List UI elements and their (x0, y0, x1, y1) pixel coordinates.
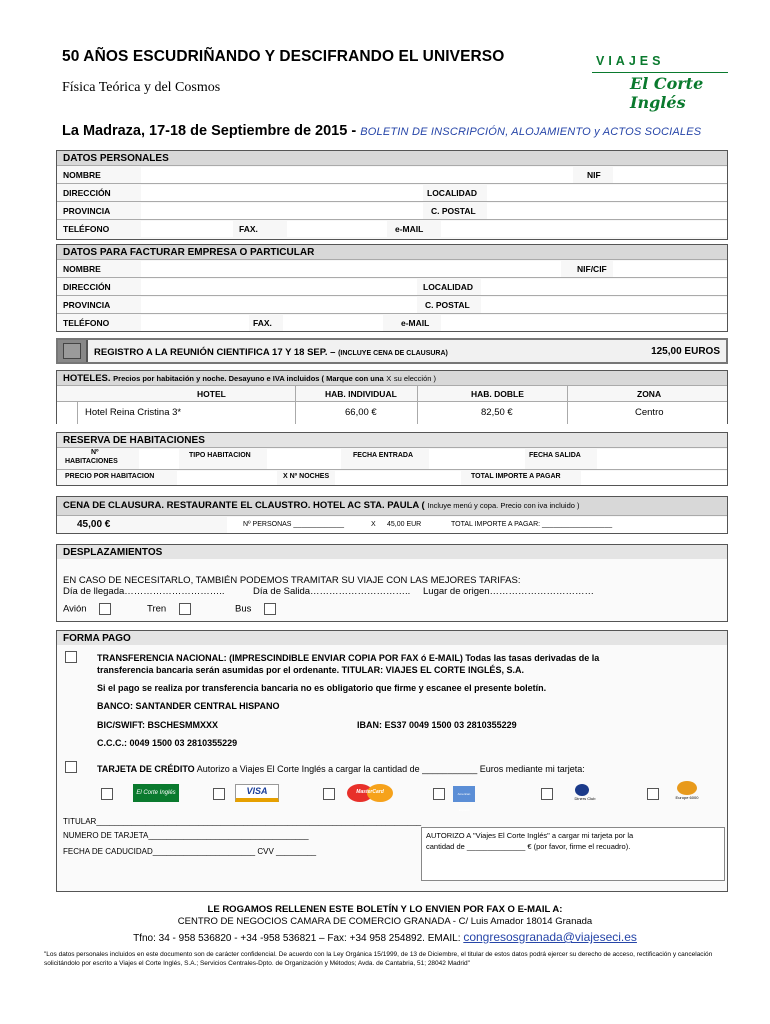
dinner-price: 45,00 € (77, 519, 111, 530)
registration-note: (INCLUYE CENA DE CLAUSURA) (338, 350, 448, 357)
dinner-note: Incluye menú y copa. Precio con iva incluido ) (427, 501, 580, 510)
card-amount-text: Autorizo a Viajes El Corte Inglés a cargar la cantidad de ___________ Euros mediante mi tarjeta: (196, 764, 585, 774)
footer-contact: Tfno: 34 - 958 536820 - +34 -958 536821 – Fax: +34 958 254892. EMAIL: (133, 933, 461, 944)
card-number-field[interactable]: NUMERO DE TARJETA____________________________________ (63, 831, 309, 840)
bank-name: BANCO: SANTANDER CENTRAL HISPANO (97, 701, 280, 711)
dinner-total-field[interactable]: TOTAL IMPORTE A PAGAR: __________________ (451, 521, 613, 528)
hotel-individual-price[interactable]: 66,00 € (345, 407, 377, 418)
diners-checkbox[interactable] (541, 788, 553, 800)
dinner-persons-field[interactable]: Nº PERSONAS _____________ (243, 521, 345, 528)
authorize-line-1: AUTORIZO A "Viajes El Corte Inglés" a cargar mi tarjeta por la (426, 831, 634, 840)
billing-provincia-field[interactable] (141, 297, 417, 313)
form-subtitle: Física Teórica y del Cosmos (62, 80, 221, 95)
travel-section (56, 544, 728, 622)
label-provincia: PROVINCIA (63, 206, 111, 216)
label-telefono: TELÉFONO (63, 224, 110, 234)
transfer-line-1: TRANSFERENCIA NACIONAL: (IMPRESCINDIBLE ENVIAR COPIA POR FAX ó E-MAIL) Todas las tasas derivadas de la (97, 653, 600, 663)
label-provincia: PROVINCIA (63, 300, 111, 310)
n-habitaciones-field[interactable] (139, 449, 179, 469)
hotels-note: Precios por habitación y noche. Desayuno e IVA incluidos ( Marque con una (113, 374, 384, 383)
label-bus: Bus (235, 603, 252, 615)
transfer-checkbox[interactable] (65, 651, 77, 663)
telefono-field[interactable] (141, 221, 233, 237)
billing-fax-field[interactable] (283, 315, 383, 331)
label-localidad: LOCALIDAD (423, 282, 474, 292)
hotels-heading: HOTELES. (63, 373, 111, 384)
label-email: e-MAIL (395, 224, 424, 234)
card-checkbox[interactable] (65, 761, 77, 773)
label-n-habitaciones: HABITACIONES (65, 458, 118, 465)
precio-habitacion-field[interactable] (177, 471, 277, 485)
col-individual: HAB. INDIVIDUAL (325, 389, 397, 399)
billing-localidad-field[interactable] (481, 279, 727, 295)
label-nombre: NOMBRE (63, 264, 101, 274)
label-noches: X Nº NOCHES (283, 473, 330, 480)
nombre-field[interactable] (141, 167, 573, 183)
titular-field[interactable]: TITULAR_________________________________________________________________________ (63, 817, 422, 826)
event-line: La Madraza, 17-18 de Septiembre de 2015 - BOLETIN DE INSCRIPCIÓN, ALOJAMIENTO y ACTOS SOCIALES (62, 123, 702, 139)
event-place: La Madraza, 17-18 de Septiembre de 2015 (62, 123, 348, 139)
label-localidad: LOCALIDAD (427, 188, 478, 198)
label-tipo-habitacion: TIPO HABITACION (189, 452, 251, 459)
footer-address: CENTRO DE NEGOCIOS CAMARA DE COMERCIO GRANADA - C/ Luis Amador 18014 Granada (177, 916, 593, 927)
hotel-double-price[interactable]: 82,50 € (481, 407, 513, 418)
billing-data-section (56, 244, 728, 332)
tren-checkbox[interactable] (179, 603, 191, 615)
billing-cpostal-field[interactable] (481, 297, 727, 313)
section-heading: DATOS PARA FACTURAR EMPRESA O PARTICULAR (57, 245, 727, 259)
logo-eci: El Corte Inglés (630, 74, 704, 112)
email-field[interactable] (441, 221, 727, 237)
label-fax: FAX. (239, 224, 258, 234)
signature-box[interactable] (421, 827, 725, 881)
closing-dinner-section: CENA DE CLAUSURA. RESTAURANTE EL CLAUSTRO. HOTEL AC STA. PAULA ( Incluye menú y copa. Precio con iva incluido ) 45,00 € Nº PERSONAS _____________ X 45,00 EUR TOTAL IMPORTE A PAGAR: __________________ (56, 496, 728, 534)
registration-price: 125,00 EUROS (651, 346, 720, 357)
transfer-line-2: transferencia bancaria serán asumidas por el ordenante. TITULAR: VIAJES EL CORTE INGLÉS, S.A. (97, 665, 524, 675)
hotel-name: Hotel Reina Cristina 3* (85, 407, 182, 418)
label-total-importe: TOTAL IMPORTE A PAGAR (471, 473, 561, 480)
mastercard-icon: MasterCard (345, 784, 395, 802)
bank-iban: IBAN: ES37 0049 1500 03 2810355229 (357, 720, 517, 730)
label-email: e-MAIL (401, 318, 430, 328)
label-cpostal: C. POSTAL (431, 206, 476, 216)
registration-checkbox[interactable] (58, 340, 88, 362)
label-nif-cif: NIF/CIF (577, 264, 607, 274)
section-heading: DATOS PERSONALES (57, 151, 727, 165)
logo-viajes: VIAJES (596, 54, 665, 68)
authorize-line-2: cantidad de ______________ € (por favor, firme el recuadro). (426, 842, 631, 851)
total-importe-field[interactable] (581, 471, 727, 485)
departure-day-field[interactable]: Día de Salida………………………….. (253, 586, 411, 597)
billing-telefono-field[interactable] (141, 315, 249, 331)
origin-field[interactable]: Lugar de origen…………………………… (423, 586, 595, 597)
bank-bic: BIC/SWIFT: BSCHESMMXXX (97, 720, 219, 730)
col-zona: ZONA (637, 389, 662, 399)
label-fecha-salida: FECHA SALIDA (529, 452, 581, 459)
room-reservation-section: RESERVA DE HABITACIONES Nº HABITACIONES TIPO HABITACION FECHA ENTRADA FECHA SALIDA PRECIO POR HABITACION X Nº NOCHES TOTAL IMPORTE A PAGAR (56, 432, 728, 486)
billing-nombre-field[interactable] (141, 261, 561, 277)
eci-card-icon: El Corte Inglés (133, 784, 179, 802)
section-heading: RESERVA DE HABITACIONES (57, 433, 727, 447)
footer-email-link[interactable]: congresosgranada@viajeseci.es (463, 930, 637, 944)
col-doble: HAB. DOBLE (471, 389, 524, 399)
noches-field[interactable] (335, 471, 461, 485)
label-cpostal: C. POSTAL (425, 300, 470, 310)
bus-checkbox[interactable] (264, 603, 276, 615)
visa-checkbox[interactable] (213, 788, 225, 800)
tipo-habitacion-field[interactable] (267, 449, 341, 469)
label-direccion: DIRECCIÓN (63, 282, 111, 292)
col-hotel: HOTEL (197, 389, 226, 399)
viajes-eci-logo (592, 52, 732, 112)
fax-field[interactable] (287, 221, 387, 237)
event-highlight: BOLETIN DE INSCRIPCIÓN, ALOJAMIENTO y ACTOS SOCIALES (360, 126, 702, 138)
form-title: 50 AÑOS ESCUDRIÑANDO Y DESCIFRANDO EL UNIVERSO (62, 48, 505, 65)
visa-icon: VISA (235, 784, 279, 802)
cpostal-field[interactable] (487, 203, 727, 219)
bank-ccc: C.C.C.: 0049 1500 03 2810355229 (97, 738, 238, 748)
amex-checkbox[interactable] (433, 788, 445, 800)
registration-label: REGISTRO A LA REUNIÓN CIENTIFICA 17 Y 18 SEP. – (94, 347, 336, 358)
avion-checkbox[interactable] (99, 603, 111, 615)
hotels-section: HOTELES. Precios por habitación y noche. Desayuno e IVA incluidos ( Marque con una X su elección ) HOTEL HAB. INDIVIDUAL HAB. DOBLE ZONA Hotel Reina Cristina 3* 66,00 € 82,50 € Centro (56, 370, 728, 424)
registration-row (56, 338, 728, 364)
dinner-heading: CENA DE CLAUSURA. RESTAURANTE EL CLAUSTRO. HOTEL AC STA. PAULA ( (63, 500, 425, 511)
provincia-field[interactable] (141, 203, 423, 219)
personal-data-section (56, 150, 728, 240)
label-avion: Avión (63, 603, 87, 615)
fecha-salida-field[interactable] (597, 449, 727, 469)
billing-nif-field[interactable] (613, 261, 727, 277)
nif-field[interactable] (613, 167, 727, 183)
label-tren: Tren (147, 603, 167, 615)
mastercard-checkbox[interactable] (323, 788, 335, 800)
fecha-entrada-field[interactable] (429, 449, 525, 469)
section-heading: FORMA PAGO (57, 631, 727, 645)
europe6000-checkbox[interactable] (647, 788, 659, 800)
billing-direccion-field[interactable] (141, 279, 417, 295)
section-heading: DESPLAZAMIENTOS (57, 545, 727, 559)
direccion-field[interactable] (141, 185, 423, 201)
billing-email-field[interactable] (441, 315, 727, 331)
eci-card-checkbox[interactable] (101, 788, 113, 800)
dinner-unit-price: 45,00 EUR (387, 521, 422, 528)
table-row (57, 401, 727, 424)
arrival-day-field[interactable]: Día de llegada………………………….. (63, 586, 225, 597)
label-direccion: DIRECCIÓN (63, 188, 111, 198)
label-fax: FAX. (253, 318, 272, 328)
localidad-field[interactable] (487, 185, 727, 201)
label-fecha-entrada: FECHA ENTRADA (353, 452, 414, 459)
diners-icon: Diners Club (565, 784, 605, 802)
europe6000-icon: Europe 6000 (669, 781, 705, 803)
label-nif: NIF (587, 170, 601, 180)
expiry-cvv-field[interactable]: FECHA DE CADUCIDAD_______________________ CVV _________ (63, 847, 317, 856)
transfer-line-3: Si el pago se realiza por transferencia bancaria no es obligatorio que firme y escanee el presente boletín. (97, 683, 547, 693)
card-label: TARJETA DE CRÉDITO (97, 764, 195, 774)
payment-section (56, 630, 728, 892)
footer-heading: LE ROGAMOS RELLENEN ESTE BOLETÍN Y LO ENVIEN POR FAX O E-MAIL A: (207, 904, 563, 915)
label-precio-habitacion: PRECIO POR HABITACION (65, 473, 155, 480)
legal-notice: "Los datos personales incluidos en este documento son de carácter confidencial. De acuerdo con la Ley Orgánica 15/1999, de 13 de Diciembre, el titular de estos datos podrá ejercer su derecho de acceso, rectificación y cancelación solicitándolo por escrito a Viajes el Corte Inglés, S.A.; Servicios Centrales-Dpto. de Organización y Métodos; Avda. de Cantabria, 51; 28042 Madrid" (44, 951, 713, 967)
amex-icon: American Express (453, 786, 475, 802)
hotel-zone: Centro (635, 407, 664, 418)
label-telefono: TELÉFONO (63, 318, 110, 328)
label-nombre: NOMBRE (63, 170, 101, 180)
travel-text: EN CASO DE NECESITARLO, TAMBIÉN PODEMOS TRAMITAR SU VIAJE CON LAS MEJORES TARIFAS: (63, 575, 521, 586)
